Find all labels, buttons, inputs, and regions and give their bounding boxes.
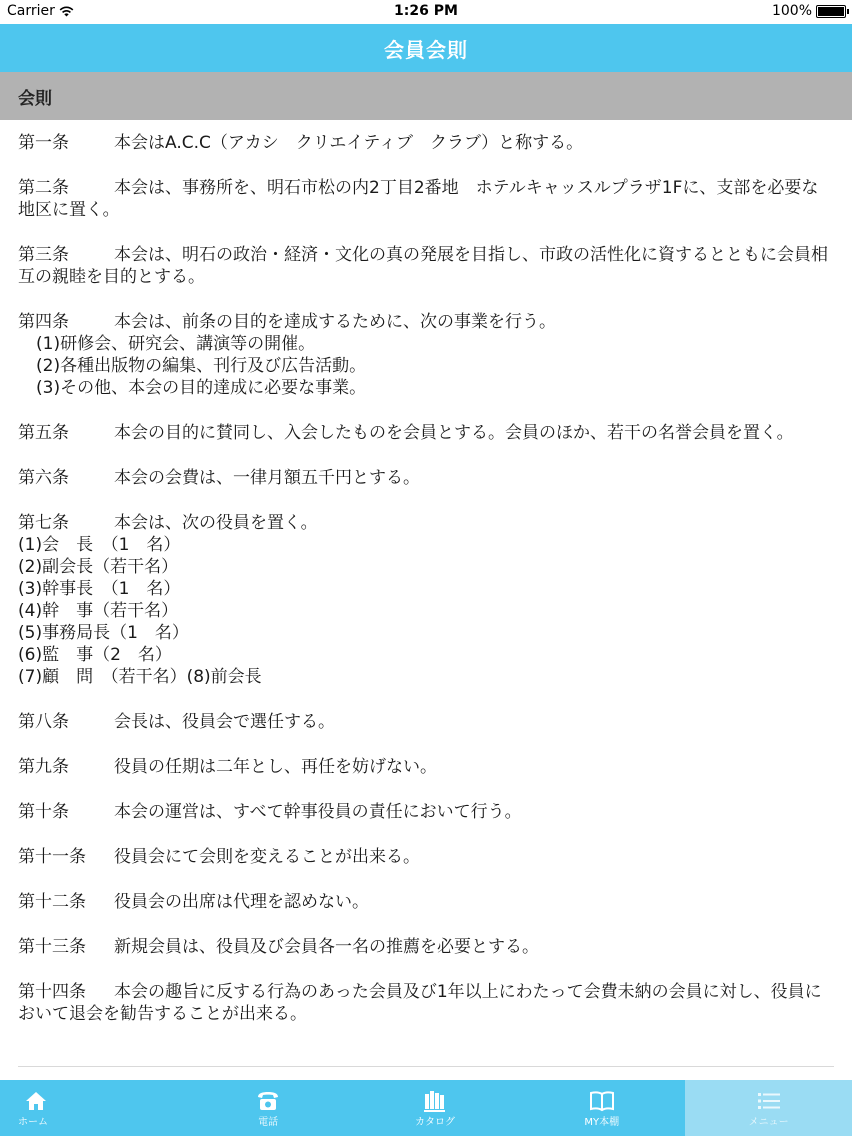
catalog-icon [421,1087,449,1115]
section-header [0,72,852,120]
article-text: 本会は、事務所を、明石市松の内2丁目2番地 ホテルキャッスルプラザ1Fに、支部を必要な地区に置く。 [18,178,819,220]
article-number: 第八条 [18,712,69,732]
navigation-bar [0,24,852,72]
article-number: 第二条 [18,178,69,198]
carrier-label: Carrier [7,3,55,19]
article-1 [18,132,832,154]
book-icon [588,1087,616,1115]
menu-icon [755,1087,783,1115]
tab-catalog[interactable] [352,1080,519,1136]
page-title: 会員会則 [384,37,468,62]
article-number: 第十一条 [18,847,86,867]
article-13 [18,936,832,958]
officer-role: (1)会 長 （1 名） [18,535,181,555]
officer-role: (4)幹 事（若干名） [18,601,179,621]
article-text: 本会の運営は、すべて幹事役員の責任において行う。 [114,802,522,822]
clock: 1:26 PM [394,3,458,19]
article-text: 本会の目的に賛同し、入会したものを会員とする。会員のほか、若干の名誉会員を置く。 [114,423,794,443]
section-title: 会則 [18,88,52,109]
article-number: 第五条 [18,423,69,443]
battery-icon [816,5,846,18]
article-4 [18,311,832,399]
phone-icon [254,1087,282,1115]
article-number: 第六条 [18,468,69,488]
tab-home[interactable] [0,1080,185,1136]
article-6 [18,467,832,489]
battery-indicator [772,3,846,19]
article-number: 第十条 [18,802,69,822]
tab-label: ホーム [18,1117,48,1128]
content-divider [18,1066,834,1067]
article-text: 本会は、前条の目的を達成するために、次の事業を行う。 [114,312,556,332]
tab-label: MY本棚 [584,1117,620,1128]
article-7 [18,512,832,688]
article-5 [18,422,832,444]
officer-role: (2)副会長（若干名） [18,557,179,577]
status-bar [0,0,852,24]
officer-role: (6)監 事（2 名） [18,645,172,665]
battery-percent: 100% [771,3,812,19]
article-3 [18,244,832,288]
tab-label: 電話 [258,1117,279,1128]
tab-menu[interactable] [685,1080,852,1136]
tab-bookshelf[interactable] [518,1080,685,1136]
article-text: 本会はA.C.C（アカシ クリエイティブ クラブ）と称する。 [114,133,584,153]
article-number: 第三条 [18,245,69,265]
tab-phone[interactable] [185,1080,352,1136]
article-number: 第七条 [18,513,69,533]
article-text: 本会は、明石の政治・経済・文化の真の発展を目指し、市政の活性化に資するとともに会員相互の親睦を目的とする。 [18,245,828,287]
article-8 [18,711,832,733]
article-text: 本会の趣旨に反する行為のあった会員及び1年以上にわたって会費未納の会員に対し、役員において退会を勧告することが出来る。 [18,982,822,1024]
article-9 [18,756,832,778]
article-2 [18,177,832,221]
rules-content[interactable] [0,120,852,1078]
officer-role: (7)顧 問 （若干名）(8)前会長 [18,667,262,687]
officer-role: (5)事務局長（1 名） [18,623,189,643]
article-item: (3)その他、本会の目的達成に必要な事業。 [36,378,367,398]
officer-role: (3)幹事長 （1 名） [18,579,181,599]
article-text: 役員の任期は二年とし、再任を妨げない。 [114,757,437,777]
article-number: 第十三条 [18,937,86,957]
article-text: 本会の会費は、一律月額五千円とする。 [114,468,420,488]
tab-bar [0,1080,852,1136]
article-text: 本会は、次の役員を置く。 [114,513,318,533]
article-number: 第十四条 [18,982,86,1002]
article-12 [18,891,832,913]
article-10 [18,801,832,823]
article-14 [18,981,832,1025]
tab-label: メニュー [748,1117,789,1128]
article-text: 役員会の出席は代理を認めない。 [114,892,369,912]
tab-label: カタログ [414,1117,455,1128]
article-number: 第一条 [18,133,69,153]
article-number: 第九条 [18,757,69,777]
article-text: 役員会にて会則を変えることが出来る。 [114,847,420,867]
article-text: 会長は、役員会で選任する。 [114,712,335,732]
article-text: 新規会員は、役員及び会員各一名の推薦を必要とする。 [114,937,539,957]
article-item: (1)研修会、研究会、講演等の開催。 [36,334,316,354]
article-number: 第十二条 [18,892,86,912]
article-11 [18,846,832,868]
article-item: (2)各種出版物の編集、刊行及び広告活動。 [36,356,367,376]
article-number: 第四条 [18,312,69,332]
home-icon [22,1087,50,1115]
